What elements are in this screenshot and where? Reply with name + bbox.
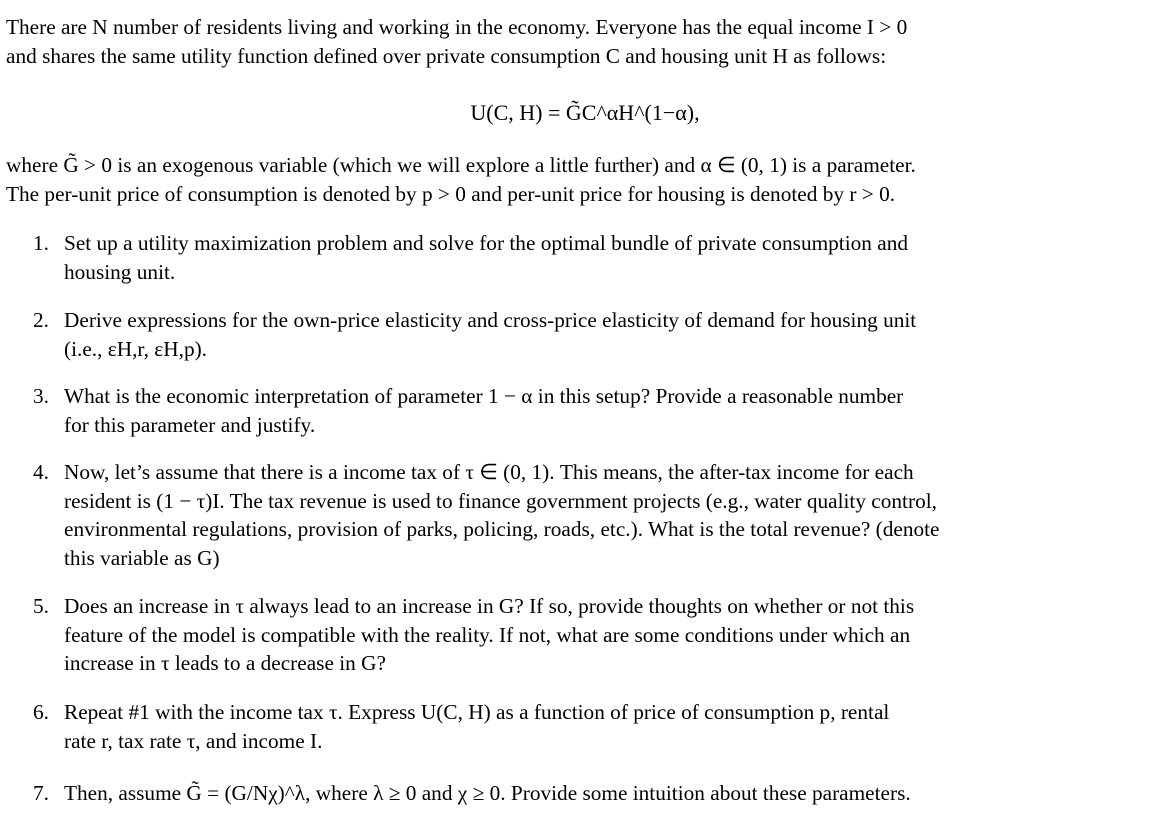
question-4: [33, 458, 1143, 572]
question-line: for this parameter and justify.: [64, 412, 316, 437]
question-line: housing unit.: [64, 259, 176, 284]
definition-line-1: where G̃ > 0 is an exogenous variable (which we will explore a little further) and α ∈ (0, 1) is a parameter.: [6, 153, 916, 177]
question-3: [33, 382, 1143, 439]
question-number: 7.: [33, 781, 49, 805]
definition-paragraph: [6, 151, 1146, 209]
question-line: (i.e., εH,r, εH,p).: [64, 336, 208, 361]
question-line: Does an increase in τ always lead to an increase in G? If so, provide thoughts on whether or not this: [64, 594, 915, 618]
question-line: environmental regulations, provision of parks, policing, roads, etc.). What is the total revenue? (denote: [64, 517, 940, 541]
question-line: rate r, tax rate τ, and income I.: [64, 728, 323, 753]
question-line: Derive expressions for the own-price elasticity and cross-price elasticity of demand for housing unit: [64, 308, 917, 332]
question-line: Then, assume G̃ = (G/Nχ)^λ, where λ ≥ 0 and χ ≥ 0. Provide some intuition about these parameters.: [64, 781, 911, 805]
question-number: 6.: [33, 700, 49, 724]
intro-line-1: There are N number of residents living and working in the economy. Everyone has the equal income I > 0: [6, 15, 908, 39]
question-line: Set up a utility maximization problem and solve for the optimal bundle of private consumption and: [64, 231, 909, 255]
question-line: resident is (1 − τ)I. The tax revenue is used to finance government projects (e.g., water quality control,: [64, 488, 937, 513]
question-5: [33, 592, 1143, 678]
question-number: 5.: [33, 594, 49, 618]
question-line: increase in τ leads to a decrease in G?: [64, 651, 386, 675]
question-line: What is the economic interpretation of parameter 1 − α in this setup? Provide a reasonable number: [64, 384, 904, 408]
question-7: [33, 779, 1143, 808]
question-2: [33, 306, 1143, 363]
question-line: feature of the model is compatible with the reality. If not, what are some conditions under which an: [64, 622, 911, 647]
question-line: this variable as G): [64, 545, 220, 570]
question-1: [33, 229, 1143, 286]
question-number: 3.: [33, 384, 49, 408]
question-number: 4.: [33, 460, 49, 484]
intro-line-2: and shares the same utility function defined over private consumption C and housing unit H as follows:: [6, 44, 887, 68]
utility-equation: U(C, H) = G̃C^αH^(1−α),: [470, 100, 700, 125]
question-number: 2.: [33, 308, 49, 332]
intro-paragraph: [6, 13, 1146, 71]
question-number: 1.: [33, 231, 49, 255]
question-6: [33, 698, 1143, 755]
definition-line-2: The per-unit price of consumption is denoted by p > 0 and per-unit price for housing is denoted by r > 0.: [6, 182, 896, 206]
question-line: Repeat #1 with the income tax τ. Express U(C, H) as a function of price of consumption p, rental: [64, 700, 890, 724]
question-line: Now, let’s assume that there is a income tax of τ ∈ (0, 1). This means, the after-tax income for each: [64, 460, 914, 484]
